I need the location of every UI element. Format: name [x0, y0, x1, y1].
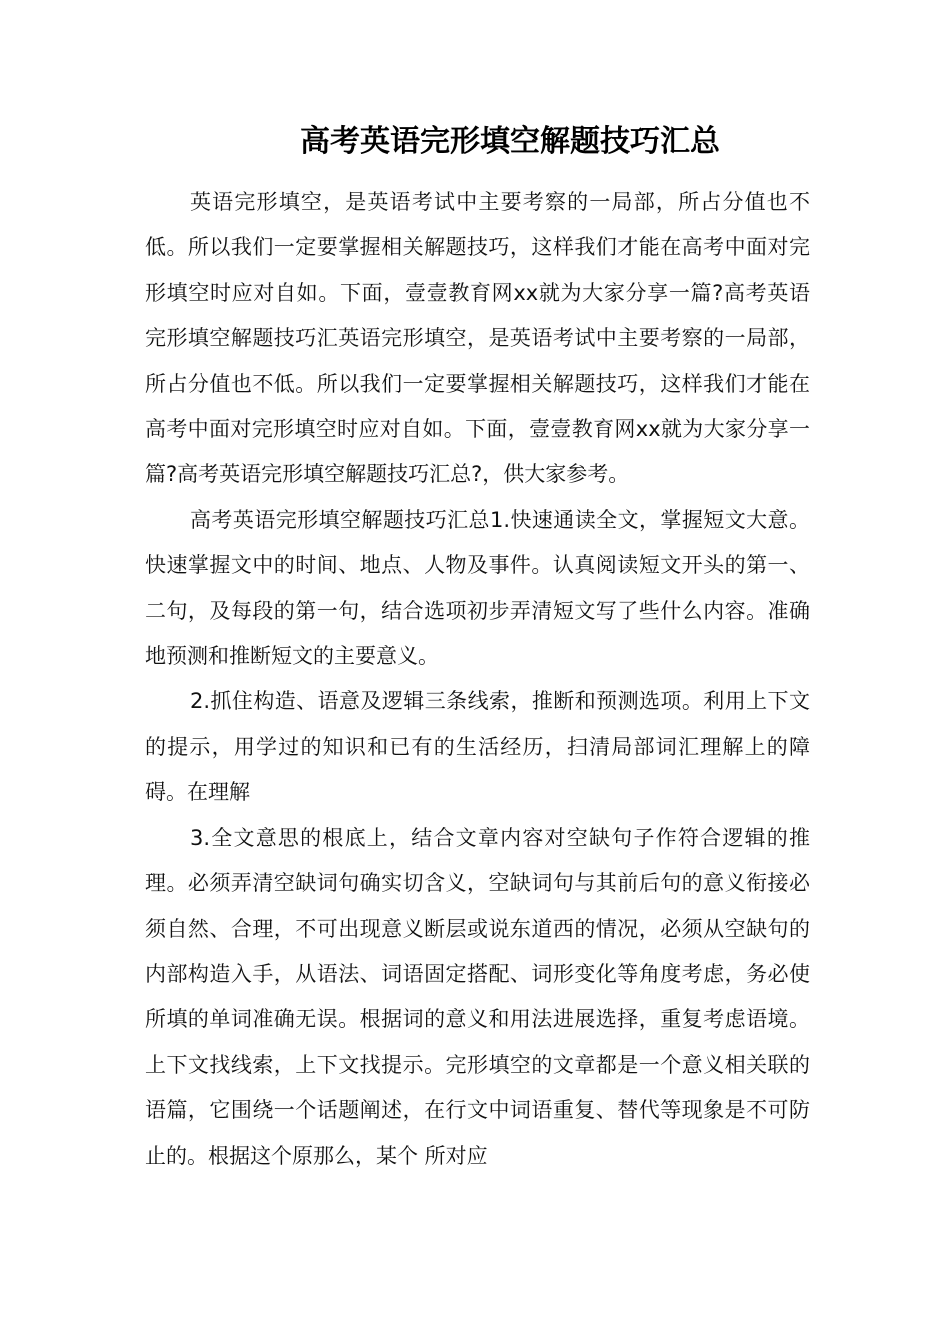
paragraph-tip-2: 2.抓住构造、语意及逻辑三条线索，推断和预测选项。利用上下文的提示，用学过的知识和已有的生活经历，扫清局部词汇理解上的障碍。在理解 [145, 689, 810, 805]
paragraph-intro: 英语完形填空，是英语考试中主要考察的一局部，所占分值也不低。所以我们一定要掌握相关解题技巧，这样我们才能在高考中面对完形填空时应对自如。下面，壹壹教育网xx就为大家分享一篇?高考英语完形填空解题技巧汇英语完形填空，是英语考试中主要考察的一局部，所占分值也不低。所以我们一定要掌握相关解题技巧，这样我们才能在高考中面对完形填空时应对自如。下面，壹壹教育网xx就为大家分享一篇?高考英语完形填空解题技巧汇总?，供大家参考。 [145, 190, 810, 487]
paragraph-tip-1: 高考英语完形填空解题技巧汇总1.快速通读全文，掌握短文大意。快速掌握文中的时间、地点、人物及事件。认真阅读短文开头的第一、二句，及每段的第一句，结合选项初步弄清短文写了些什么内容。准确地预测和推断短文的主要意义。 [145, 507, 810, 669]
paragraph-tip-3: 3.全文意思的根底上，结合文章内容对空缺句子作符合逻辑的推理。必须弄清空缺词句确实切含义，空缺词句与其前后句的意义衔接必须自然、合理，不可出现意义断层或说东道西的情况，必须从空缺句的内部构造入手，从语法、词语固定搭配、词形变化等角度考虑，务必使所填的单词准确无误。根据词的意义和用法进展选择，重复考虑语境。上下文找线索，上下文找提示。完形填空的文章都是一个意义相关联的语篇，它围绕一个话题阐述，在行文中词语重复、替代等现象是不可防止的。根据这个原那么，某个 所对应 [145, 825, 810, 1168]
document-body [145, 180, 810, 1179]
document-title: 高考英语完形填空解题技巧汇总 [300, 124, 720, 159]
